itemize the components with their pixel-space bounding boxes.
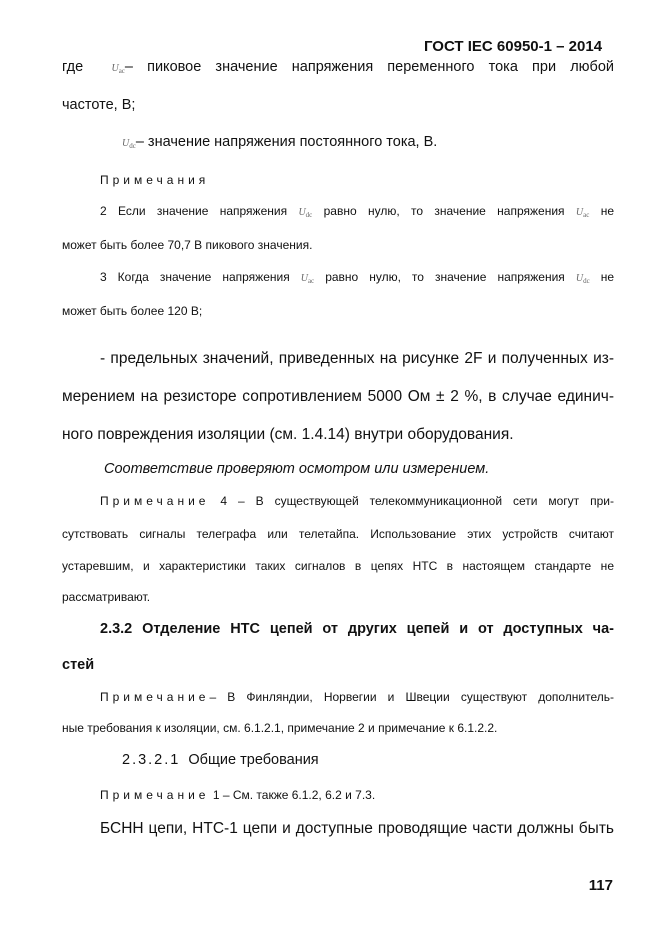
symbol-u-ac: $U_{ac}$ — [300, 273, 315, 285]
symbol-u-dc: $U_{dc}$ — [298, 207, 313, 219]
note-3-line2: может быть более 120 В; — [62, 304, 203, 318]
limits-line2: мерением на резисторе сопротивлением 5000 Ом ± 2 %, в случае единич- — [62, 388, 614, 405]
symbol-u-dc: $U_{dc}$ — [122, 138, 136, 150]
note-4-line4: рассматривают. — [62, 590, 151, 604]
note-4-line1: Примечание 4 – В существующей телекоммуникационной сети могут при- — [100, 494, 614, 508]
udc-definition-text: – значение напряжения постоянного тока, В. — [135, 134, 438, 150]
section-2-3-2-heading: 2.3.2 Отделение НТС цепей от других цепей и от доступных ча- — [100, 621, 614, 637]
where-word: где — [62, 59, 84, 75]
document-header: ГОСТ IEC 60950-1 – 2014 — [424, 38, 603, 55]
page-number: 117 — [588, 877, 613, 894]
note-label: Примечание — [100, 690, 210, 704]
section-title: Общие требования — [188, 752, 319, 768]
notes-heading: Примечания — [100, 173, 210, 187]
note-2-line1: 2 Если значение напряжения $U_{dc}$ равно нулю, то значение напряжения $U_{ac}$ не — [100, 204, 615, 219]
symbol-u-ac: $U_{ac}$ — [111, 63, 125, 75]
section-number: 2.3.2.1 — [122, 752, 181, 768]
symbol-u-ac: $U_{ac}$ — [575, 207, 590, 219]
uac-definition-line2: частоте, В; — [62, 97, 136, 113]
note-2-line2: может быть более 70,7 В пикового значения. — [62, 238, 313, 252]
compliance-statement: Соответствие проверяют осмотром или измерением. — [104, 461, 490, 477]
note-4-line2: сутствовать сигналы телеграфа или телетайпа. Использование этих устройств считают — [62, 527, 614, 541]
limits-line3: ного повреждения изоляции (см. 1.4.14) внутри оборудования. — [62, 426, 514, 443]
section-2-3-2-heading-line2: стей — [62, 657, 95, 673]
uac-definition-text: – пиковое значение напряжения переменного тока при любой — [124, 59, 614, 75]
symbol-u-dc: $U_{dc}$ — [575, 273, 590, 285]
paragraph-uac-definition — [62, 59, 614, 75]
note-label: Примечание — [100, 788, 210, 802]
limits-line1: - предельных значений, приведенных на рисунке 2F и полученных из- — [100, 350, 614, 367]
section-2-3-2-1-heading — [122, 752, 319, 768]
paragraph-udc-definition — [122, 134, 437, 150]
note-1: Примечание 1 – См. также 6.1.2, 6.2 и 7.3. — [100, 788, 376, 802]
note-label: Примечание — [100, 494, 210, 508]
note-finland-line1: Примечание– В Финляндии, Норвегии и Швеции существуют дополнитель- — [100, 690, 614, 704]
note-3-line1: 3 Когда значение напряжения $U_{ac}$ равно нулю, то значение напряжения $U_{dc}$ не — [100, 270, 614, 285]
last-paragraph: БСНН цепи, НТС-1 цепи и доступные проводящие части должны быть — [100, 820, 614, 837]
note-finland-line2: ные требования к изоляции, см. 6.1.2.1, примечание 2 и примечание к 6.1.2.2. — [62, 721, 498, 735]
note-4-line3: устаревшим, и характеристики таких сигналов в цепях НТС в настоящем стандарте не — [62, 559, 614, 573]
